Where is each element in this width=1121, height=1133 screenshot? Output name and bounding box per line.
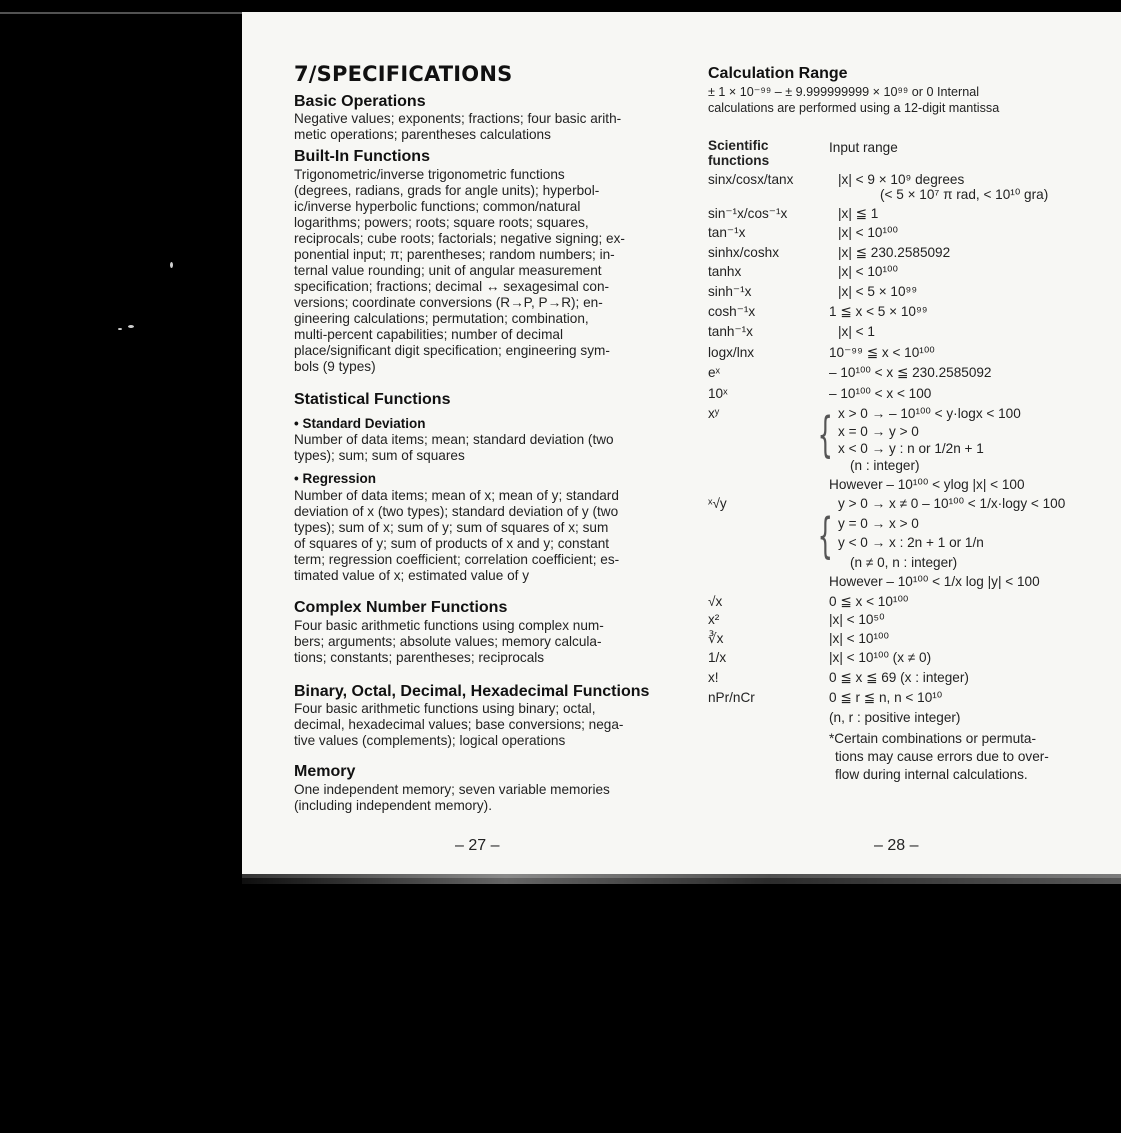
section-text: versions; coordinate conversions (R→P, P→R); en- <box>294 295 603 310</box>
section-heading-calculation-range: Calculation Range <box>708 65 848 82</box>
table-row-range: |x| < 1 <box>838 324 875 339</box>
section-text: deviation of x (two types); standard deviation of y (two <box>294 504 619 519</box>
section-heading-base-n-functions: Binary, Octal, Decimal, Hexadecimal Functions <box>294 683 650 700</box>
table-row-range: |x| < 10¹⁰⁰ <box>838 264 898 279</box>
table-row-function: tanhx <box>708 264 742 279</box>
section-text: Four basic arithmetic functions using complex num- <box>294 618 604 633</box>
table-row-range: |x| < 10¹⁰⁰ <box>829 631 889 646</box>
brace-mark: { <box>817 407 833 463</box>
section-text: gineering calculations; permutation; combination, <box>294 311 589 326</box>
table-row-function: xʸ <box>708 406 720 421</box>
section-heading-statistical-functions: Statistical Functions <box>294 391 451 408</box>
table-row-range: |x| < 9 × 10⁹ degrees <box>838 172 965 187</box>
section-text: (degrees, radians, grads for angle units); hyperbol- <box>294 183 600 198</box>
section-text: (including independent memory). <box>294 798 492 813</box>
table-row-range: (n ≠ 0, n : integer) <box>850 555 958 570</box>
scan-speck <box>118 328 122 330</box>
table-row-range: tions may cause errors due to over- <box>835 749 1049 764</box>
subsection-heading-regression: • Regression <box>294 471 377 486</box>
table-row-range: – 10¹⁰⁰ < x ≦ 230.2585092 <box>829 365 992 380</box>
section-text: tions; constants; parentheses; reciprocals <box>294 650 545 665</box>
table-row-range: 0 ≦ x < 10¹⁰⁰ <box>829 594 909 609</box>
page-number-28: – 28 – <box>874 837 919 854</box>
section-text: Trigonometric/inverse trigonometric functions <box>294 167 565 182</box>
table-row-range: |x| ≦ 1 <box>838 206 879 221</box>
table-row-range: |x| < 10¹⁰⁰ <box>838 225 898 240</box>
table-header-functions: Scientific <box>708 138 769 153</box>
table-row-function: x! <box>708 670 719 685</box>
table-row-function: eˣ <box>708 365 721 380</box>
table-row-function: √x <box>708 594 723 609</box>
section-text: One independent memory; seven variable memories <box>294 782 610 797</box>
table-row-range: (n : integer) <box>850 458 920 473</box>
table-row-function: cosh⁻¹x <box>708 304 756 319</box>
table-header-functions-2: functions <box>708 153 770 168</box>
table-row-function: x² <box>708 612 720 627</box>
range-text: ± 1 × 10⁻⁹⁹ – ± 9.999999999 × 10⁹⁹ or 0 Internal <box>708 85 980 99</box>
section-heading-complex-number-functions: Complex Number Functions <box>294 599 508 616</box>
section-text: specification; fractions; decimal ↔ sexagesimal con- <box>294 279 610 294</box>
section-text: Number of data items; mean; standard deviation (two <box>294 432 614 447</box>
table-row-function: nPr/nCr <box>708 690 755 705</box>
table-row-function: ∛x <box>708 631 724 646</box>
section-text: ternal value rounding; unit of angular measurement <box>294 263 602 278</box>
table-row-function: sinhx/coshx <box>708 245 780 260</box>
section-heading-memory: Memory <box>294 763 356 780</box>
table-row-range: 0 ≦ x ≦ 69 (x : integer) <box>829 670 969 685</box>
scan-bottom-edge <box>242 874 1121 884</box>
subsection-heading-standard-deviation: • Standard Deviation <box>294 416 426 431</box>
table-row-function: tan⁻¹x <box>708 225 746 240</box>
table-row-range: |x| ≦ 230.2585092 <box>838 245 951 260</box>
scan-dark-margin <box>0 12 242 878</box>
section-text: ponential input; π; parentheses; random numbers; in- <box>294 247 615 262</box>
section-text: place/significant digit specification; engineering sym- <box>294 343 610 358</box>
section-heading-basic-operations: Basic Operations <box>294 93 426 110</box>
table-row-range: (< 5 × 10⁷ π rad, < 10¹⁰ gra) <box>880 187 1049 202</box>
table-header-input-range: Input range <box>829 140 898 155</box>
table-row-range: However – 10¹⁰⁰ < 1/x log |y| < 100 <box>829 574 1040 589</box>
section-text: multi-percent capabilities; number of decimal <box>294 327 563 342</box>
table-row-range: *Certain combinations or permuta- <box>829 731 1037 746</box>
scan-speck <box>170 262 173 268</box>
section-text: timated value of x; estimated value of y <box>294 568 529 583</box>
table-row-function: sinh⁻¹x <box>708 284 752 299</box>
table-row-range: 10⁻⁹⁹ ≦ x < 10¹⁰⁰ <box>829 345 935 360</box>
section-text: Number of data items; mean of x; mean of y; standard <box>294 488 619 503</box>
scan-edge-line <box>0 12 242 14</box>
table-row-function: sin⁻¹x/cos⁻¹x <box>708 206 788 221</box>
table-row-range: |x| < 10¹⁰⁰ (x ≠ 0) <box>829 650 932 665</box>
scan-speck <box>128 325 134 328</box>
section-text: logarithms; powers; roots; square roots; squares, <box>294 215 589 230</box>
table-row-function: ˣ√y <box>708 496 727 511</box>
table-row-range: y > 0 → x ≠ 0 – 10¹⁰⁰ < 1/x·logy < 100 <box>838 496 1066 511</box>
table-row-range: (n, r : positive integer) <box>829 710 961 725</box>
section-text: ic/inverse hyperbolic functions; common/natural <box>294 199 581 214</box>
table-row-range: |x| < 5 × 10⁹⁹ <box>838 284 918 299</box>
table-row-range: |x| < 10⁵⁰ <box>829 612 885 627</box>
table-row-function: tanh⁻¹x <box>708 324 753 339</box>
table-row-function: 10ˣ <box>708 386 728 401</box>
section-text: Four basic arithmetic functions using binary; octal, <box>294 701 596 716</box>
table-row-range: x > 0 → – 10¹⁰⁰ < y·logx < 100 <box>838 406 1021 421</box>
table-row-range: 0 ≦ r ≦ n, n < 10¹⁰ <box>829 690 943 705</box>
section-heading-built-in-functions: Built-In Functions <box>294 148 430 165</box>
table-row-range: x = 0 → y > 0 <box>838 424 919 439</box>
table-row-range: flow during internal calculations. <box>835 767 1028 782</box>
table-row-range: However – 10¹⁰⁰ < ylog |x| < 100 <box>829 477 1025 492</box>
table-row-function: 1/x <box>708 650 727 665</box>
section-text: types); sum; sum of squares <box>294 448 465 463</box>
brace-mark: { <box>817 508 833 564</box>
table-row-range: – 10¹⁰⁰ < x < 100 <box>829 386 932 401</box>
section-text: tive values (complements); logical operations <box>294 733 566 748</box>
table-row-range: y = 0 → x > 0 <box>838 516 919 531</box>
section-text: reciprocals; cube roots; factorials; negative signing; ex- <box>294 231 625 246</box>
table-row-range: y < 0 → x : 2n + 1 or 1/n <box>838 535 984 550</box>
section-text: decimal, hexadecimal values; base conversions; nega- <box>294 717 624 732</box>
table-row-function: sinx/cosx/tanx <box>708 172 794 187</box>
table-row-range: 1 ≦ x < 5 × 10⁹⁹ <box>829 304 928 319</box>
section-text: metic operations; parentheses calculations <box>294 127 551 142</box>
page-number-27: – 27 – <box>455 837 500 854</box>
section-text: types); sum of x; sum of y; sum of squares of x; sum <box>294 520 609 535</box>
section-text: bols (9 types) <box>294 359 376 374</box>
section-text: of squares of y; sum of products of x and y; constant <box>294 536 610 551</box>
section-text: bers; arguments; absolute values; memory calcula- <box>294 634 602 649</box>
range-text: calculations are performed using a 12-digit mantissa <box>708 101 1000 115</box>
table-row-function: logx/lnx <box>708 345 755 360</box>
section-text: Negative values; exponents; fractions; four basic arith- <box>294 111 622 126</box>
section-text: term; regression coefficient; correlation coefficient; es- <box>294 552 620 567</box>
page-title: 7/SPECIFICATIONS <box>294 62 513 86</box>
table-row-range: x < 0 → y : n or 1/2n + 1 <box>838 441 984 456</box>
